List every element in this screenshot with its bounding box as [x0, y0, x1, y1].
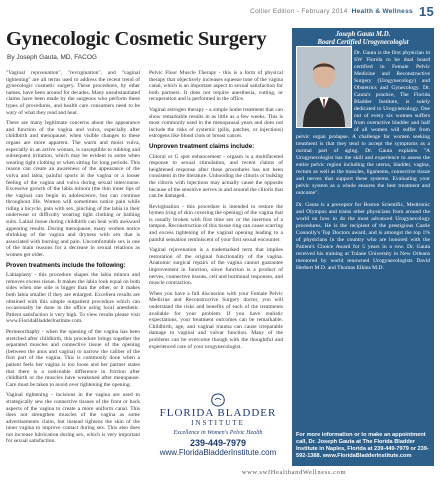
magazine-issue: Collier Edition - February 2014: [250, 8, 348, 15]
page-footer-url[interactable]: www.swfHealthandWellness.com: [241, 469, 347, 476]
paragraph: "Vaginal rejuvenation", "revirgination", and "vaginal tightening" are all terms used to address the recent trend of gynecologic cosmetic surgery. These procedures, by other names, have been around for decades. Many unsubstantiated claims have been made by the surgeons who perform these types of procedures, and health care consumers need to be wary of what they read and hear.: [6, 70, 140, 116]
florida-bladder-institute-ad[interactable]: [150, 393, 286, 457]
paragraph: Clitoral or G spot enhancement - orgasm is a multifaceted response to sexual stimulation, and recent claims of heightened response after these procedures has not been consistent in the literature. Unhooding the clitoris or bulking the clitoris with injections may actually cause the opposite because of the sensitive nerves in and around the clitoris that can be damaged.: [149, 153, 283, 200]
sidebar-body: [296, 50, 430, 277]
paragraph: There are many legitimate concerns about the appearance and function of the vagina and vulva, especially after childbirth and menopause, when visible changes to these organs are more apparent. The warm and moist vulva, especially in an active woman, is susceptible to rubbing and subsequent irritation, which may be evident to some when wearing tight clothing or when sitting for long periods. This reason can create an awareness of the appearance of the vulva and labia, painful sports in the vagina or a looser feeling of the vagina and vulva during sexual intercourse. Excessive growth of the labia minora (the thin inner lips of the vagina) can begin in adolescence, but can continue throughout life. Women will sometimes notice pain while riding a bicycle, pain with sex, pinching of the labia in their underwear or difficulty wearing tight clothing or bathing suits. Labial tissue during childbirth can heal with awkward appearing results. During menopause, many women notice shrinking of the vagina and dryness with sex that is associated with burning and pain. Uncomfortable sex is one of the main reasons for a decrease in sexual relations as women get older.: [6, 120, 140, 259]
paragraph: Vaginal tightening - incisions in the vagina are used to strategically sew the connective tissues of the front or back aspects of the vagina to create a more uniform canal. This does not strengthen muscles of the vagina as some advertisements claim, but instead tightens the skin of the inner vagina to improve contact during sex. This also does not increase lubrication during sex, which is very important for sexual satisfaction.: [6, 392, 140, 445]
article-title: Gynecologic Cosmetic Surgery: [6, 28, 267, 50]
section-heading: Unproven treatment claims include:: [149, 142, 255, 150]
paragraph: When you have a full discussion with your Female Pelvic Medicine and Reconstructive Surgery doctor, you will understand the risks and benefits of each of the treatments available for your problem. If you have realistic expectations, your treatment outcomes can be remarkable. Childbirth, age, and vaginal trauma can cause irreparable damage to vaginal and vulvar function. Many of the problems can be overcome though with the thoughtful and experienced care of your urogynecologist.: [149, 290, 283, 350]
sidebar-bio-top: [296, 50, 430, 197]
article-byline: By Joseph Gauta, MD, FACOG: [7, 54, 97, 61]
sidebar-title: [292, 31, 434, 47]
sidebar-contact[interactable]: For more information or to make an appointment call, Dr. Joseph Gauta at The Florida Bladder Institute in Naples, Florida at 239-449-7979 or 239-592-1388. www.FloridaBladderInstitute.com: [296, 432, 429, 459]
author-sidebar: [292, 28, 434, 466]
sidebar-bio-top-text: Dr. Gauta is the first physician in SW Florida to be dual board certified in Female Pelvic Medicine and Reconstructive Surgery (Urogynecology) and Obstetrics and Gynecology. Dr. Gauta's practice, The Florida Bladder Institute, is solely dedicated to Urogynecology. One out of every six women suffers from overactive bladder and half of all women will suffer from pelvic organ prolapse. A challenge for women seeking treatment is that they tend to accept the symptoms as a normal part of aging. Dr. Gauta explains "A Urogynecologist has the skill and experience to assess the entire pelvic region including the uterus, bladder, vagina, rectum as well as the muscles, ligaments, connective tissue and nerves that support these systems. Evaluating your pelvic system as a whole ensures the best treatment and outcome".: [296, 50, 430, 196]
sidebar-author-name: Joseph Gauta M.D.: [335, 31, 391, 38]
page-number: 15: [418, 4, 434, 19]
paragraph: Perineorrhaphy - when the opening of the vagina has been stretched after childbirth, this procedure brings together the separated muscles and connective tissue of the opening (between the anus and vagina) to narrow the caliber of the first part of the vagina. This is commonly done when a patient feels her vagina is too loose and her partner states that there is a noticeable difference in friction after childbirth or the muscles have weakened after menopause. Care must be taken to avoid over tightening the opening.: [6, 328, 140, 388]
ad-url[interactable]: www.FloridaBladderInstitute.com: [159, 448, 277, 457]
ad-subname: INSTITUTE: [191, 419, 245, 427]
paragraph: Pelvic Floor Muscle Therapy - this is a form of physical therapy that objectively increases squeeze tone of the vagina canal, which is an important aspect to sexual satisfaction for both partners. It does not require anesthesia, cutting, or recuperation and is performed in the office.: [149, 70, 283, 103]
paragraph: Revirgination - this procedure is intended to restore the hymen (ring of skin covering the opening) of the vagina that is usually broken with first time sex or the insertion of a tampon. Reconstruction of this tissue ring can cause scarring and excess tightening of the vaginal opening leading to a painful sensation reminiscent of your first sexual encounter.: [149, 203, 283, 243]
ad-tagline: Excellence in Women's Pelvic Health: [173, 430, 263, 436]
paragraph: Vaginal rejuvenation is a trademarked term that implies restoration of the original functionality of the vagina. Anatomic surgical repairs of the vagina cannot guarantee improvement in function, since function is a product of nerves, connective tissues, cell and hormonal responses, and muscle contraction.: [149, 247, 283, 287]
photo-spacer: [296, 50, 354, 128]
section-heading: Proven treatments include the following:: [6, 261, 126, 269]
bladder-logo-icon: [209, 393, 227, 407]
page-header: [250, 4, 434, 19]
ad-name: FLORIDA BLADDER: [159, 407, 277, 419]
article-column-2: [149, 70, 283, 354]
paragraph: Labiaplasty - this procedure shapes the labia minora and removes excess tissue. It makes the labia look equal on both sides when one side is bigger than the other, or it makes both labia smaller if they are enlarged. Excellent results are obtained with this simple outpatient procedure which can occasionally be done in the office using local anesthetic. Patient satisfaction is very high. To view results please visit www.FloridaBladderInstitute.com.: [6, 272, 140, 325]
ad-phone[interactable]: 239-449-7979: [189, 438, 247, 448]
paragraph: Vaginal estrogen therapy - a simple home treatment that can show remarkable results in as little as a few weeks. This is most commonly used in the menopausal years and does not include the risks of systemic (pills, patches, or injections) estrogens like blood clots or breast cancer.: [149, 106, 283, 140]
sidebar-author-credential: Board Certified Urogynecologist: [317, 39, 409, 46]
section-name: Health & Wellness: [351, 8, 413, 15]
article-column-1: [6, 70, 140, 449]
sidebar-bio-bottom: Dr. Gauta is a preceptor for Boston Scientific, Medtronic and Olympus and trains other physicians from around the world on how to do the most advanced Urogynecology procedures. He is the recipient of the prestigious Castle Connolly's Top Doctors award, and is amongst the top 1% of physicians in the country who are honored with the Patient's Choice Award for 5 years in a row. Dr. Gauta received his training at Tulane University in New Orleans mentored by world renowned Urogynecologists David Herbert M.D. and Thomas Elkins M.D.: [296, 202, 430, 271]
